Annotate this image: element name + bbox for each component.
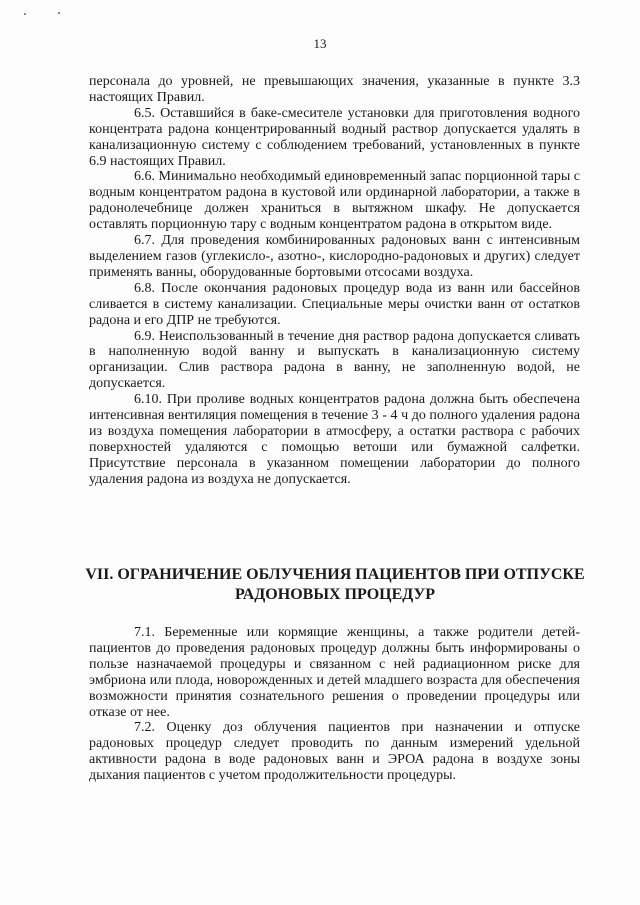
body-text-bottom xyxy=(89,625,580,784)
paragraph-7-2: 7.2. Оценку доз облучения пациентов при назначении и отпуске радоновых процедур следует проводить по данным измерений удельной активности радона в воде радоновых ванн и ЭРОА радона в воздухе зоны дыхания пациентов с учетом продолжительности процедуры. xyxy=(89,720,580,784)
section-heading xyxy=(80,565,590,605)
section-heading-line-2: РАДОНОВЫХ ПРОЦЕДУР xyxy=(235,586,435,603)
paragraph-6-6: 6.6. Минимально необходимый единовременный запас порционной тары с водным концентратом радона в кустовой или ординарной лаборатории, а также в радонолечебнице должен храниться в вытяжном шкафу. Не допускается оставлять порционную тару с водным концентратом радона в открытом виде. xyxy=(89,169,580,233)
body-text-top xyxy=(89,74,580,488)
scan-speck xyxy=(58,12,60,14)
scan-speck xyxy=(24,13,26,15)
paragraph-7-1: 7.1. Беременные или кормящие женщины, а также родители детей-пациентов до проведения радоновых процедур должны быть информированы о пользе назначаемой процедуры и связанном с ней радиационном риске для эмбриона или плода, новорожденных и детей младшего возраста для обеспечения возможности принятия сознательного решения о проведении процедуры или отказе от нее. xyxy=(89,625,580,720)
section-heading-line-1: VII. ОГРАНИЧЕНИЕ ОБЛУЧЕНИЯ ПАЦИЕНТОВ ПРИ ОТПУСКЕ xyxy=(85,566,585,583)
paragraph-6-10: 6.10. При проливе водных концентратов радона должна быть обеспечена интенсивная вентиляция помещения в течение 3 - 4 ч до полного удаления радона из воздуха помещения лаборатории в атмосферу, а остатки раствора с рабочих поверхностей удаляются с помощью ветоши или бумажной салфетки. Присутствие персонала в указанном помещении лаборатории до полного удаления радона из воздуха не допускается. xyxy=(89,392,580,487)
paragraph-6-8: 6.8. После окончания радоновых процедур вода из ванн или бассейнов сливается в систему канализации. Специальные меры очистки ванн от остатков радона и его ДПР не требуются. xyxy=(89,280,580,328)
page-number: 13 xyxy=(313,36,327,51)
paragraph-6-7: 6.7. Для проведения комбинированных радоновых ванн с интенсивным выделением газов (углекисло-, азотно-, кислородно-радоновых и других) следует применять ванны, оборудованные бортовыми отсосами воздуха. xyxy=(89,233,580,280)
paragraph-6-5: 6.5. Оставшийся в баке-смесителе установки для приготовления водного концентрата радона концентрированный водный раствор допускается удалять в канализационную систему с соблюдением требований, установленных в пункте 6.9 настоящих Правил. xyxy=(89,105,580,169)
paragraph-6-9: 6.9. Неиспользованный в течение дня раствор радона допускается сливать в наполненную водой ванну и выпускать в канализационную систему организации. Слив раствора радона в ванну, не заполненную водой, не допускается. xyxy=(89,328,580,392)
paragraph-continuation: персонала до уровней, не превышающих значения, указанные в пункте 3.3 настоящих Правил. xyxy=(89,74,580,105)
